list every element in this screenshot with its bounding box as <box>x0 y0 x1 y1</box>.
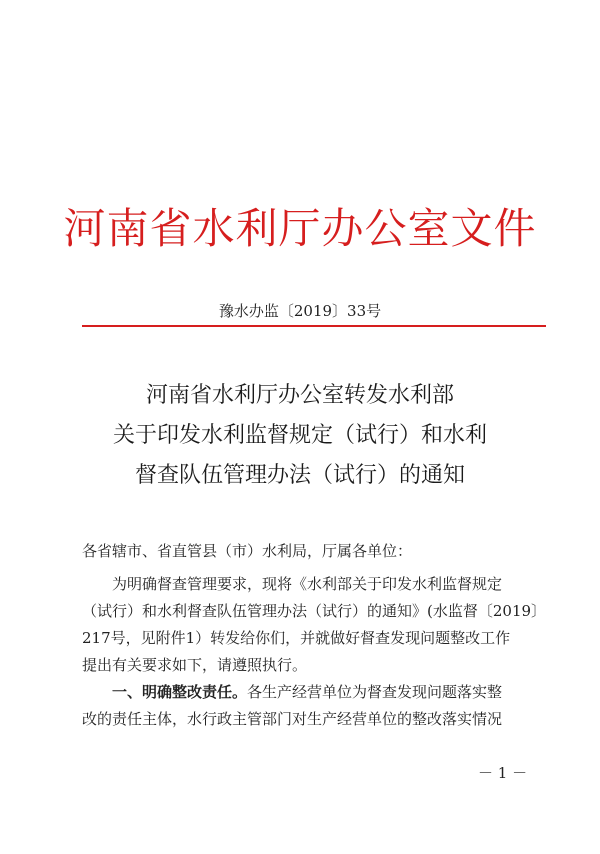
paragraph-1-line-2: （试行）和水利督查队伍管理办法（试行）的通知》(水监督〔2019〕 <box>82 602 547 620</box>
red-divider-line <box>82 325 546 327</box>
document-header-title: 河南省水利厅办公室文件 <box>63 204 537 253</box>
section-1-line-1 <box>82 679 552 706</box>
paragraph-1-line-4: 提出有关要求如下，请遵照执行。 <box>82 656 308 674</box>
paragraph-1-line-1: 为明确督查管理要求，现将《水利部关于印发水利监督规定 <box>112 575 503 593</box>
addressee-line: 各省辖市、省直管县（市）水利局，厅属各单位： <box>82 542 413 560</box>
page-number: － 1 － <box>478 764 528 782</box>
section-1-line-1-text: 各生产经营单位为督查发现问题落实整 <box>247 683 503 701</box>
title-line-1: 河南省水利厅办公室转发水利部 <box>145 383 454 408</box>
section-1-line-2: 改的责任主体，水行政主管部门对生产经营单位的整改落实情况 <box>82 710 503 728</box>
body-text <box>82 571 552 733</box>
paragraph-1-line-3: 217号，见附件1）转发给你们，并就做好督查发现问题整改工作 <box>82 629 511 647</box>
title-line-3: 督查队伍管理办法（试行）的通知 <box>134 463 465 488</box>
title-line-2: 关于印发水利监督规定（试行）和水利 <box>112 423 487 448</box>
section-1-heading: 一、明确整改责任。 <box>112 683 248 701</box>
document-number: 豫水办监〔2019〕33号 <box>218 302 382 320</box>
document-title <box>0 376 600 496</box>
